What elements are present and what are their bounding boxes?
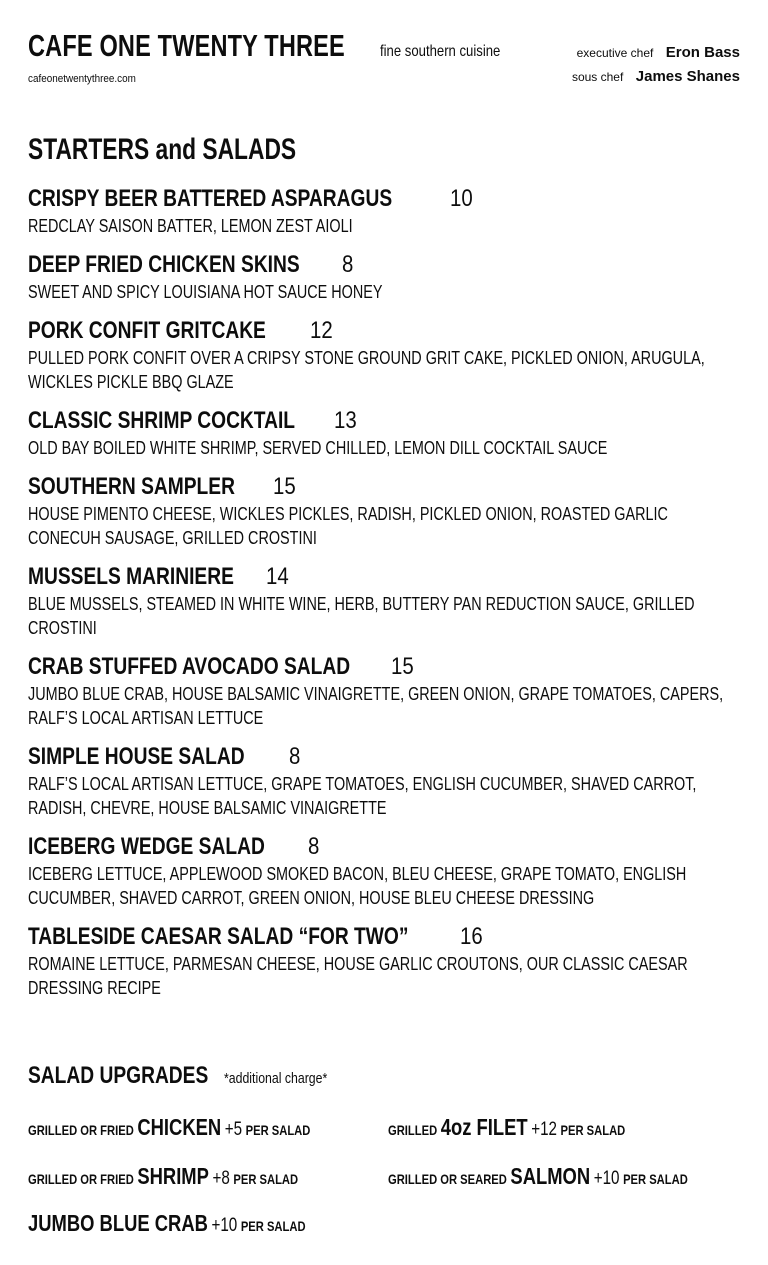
item-name: SOUTHERN SAMPLER <box>28 473 235 500</box>
menu-item <box>28 742 748 820</box>
executive-chef-name: Eron Bass <box>665 44 740 61</box>
menu-item <box>28 922 748 1000</box>
upgrade-suffix: PER SALAD <box>240 1218 306 1234</box>
menu-item <box>28 406 748 460</box>
menu-item <box>28 316 748 394</box>
item-description: SWEET AND SPICY LOUISIANA HOT SAUCE HONEY <box>28 282 383 302</box>
item-price: 15 <box>391 653 414 680</box>
restaurant-name: CAFE ONE TWENTY THREE <box>28 28 345 63</box>
section-title: STARTERS and SALADS <box>28 133 297 166</box>
item-price: 15 <box>273 473 296 500</box>
upgrade-suffix: PER SALAD <box>233 1171 299 1187</box>
item-price: 10 <box>449 185 473 212</box>
upgrade-price: +5 <box>224 1119 243 1140</box>
upgrade-name: SHRIMP <box>137 1163 209 1189</box>
item-price: 13 <box>334 407 357 434</box>
item-price: 8 <box>308 833 320 860</box>
upgrade-price: +10 <box>593 1168 620 1189</box>
upgrade-prefix: GRILLED OR FRIED <box>28 1171 134 1187</box>
upgrade-suffix: PER SALAD <box>623 1171 688 1187</box>
item-price: 8 <box>342 251 354 278</box>
upgrade-price: +8 <box>212 1168 230 1189</box>
upgrade-name: CHICKEN <box>137 1114 222 1140</box>
upgrades-note: *additional charge* <box>223 1070 328 1087</box>
item-price: 16 <box>460 923 483 950</box>
item-description: ICEBERG LETTUCE, APPLEWOOD SMOKED BACON, BLEU CHEESE, GRAPE TOMATO, ENGLISH CUCUMBER, SHAVED CARROT, GREEN ONION, HOUSE BLEU CHEESE DRESSING <box>28 864 687 908</box>
website-link[interactable]: cafeonetwentythree.com <box>28 73 136 85</box>
upgrade-suffix: PER SALAD <box>245 1122 311 1138</box>
upgrade-name: 4oz FILET <box>440 1114 528 1140</box>
chef-credits <box>572 42 740 90</box>
item-description: JUMBO BLUE CRAB, HOUSE BALSAMIC VINAIGRETTE, GREEN ONION, GRAPE TOMATOES, CAPERS, RALF’S LOCAL ARTISAN LETTUCE <box>28 684 724 728</box>
item-description: REDCLAY SAISON BATTER, LEMON ZEST AIOLI <box>28 216 353 236</box>
menu-item <box>28 562 748 640</box>
item-name: CLASSIC SHRIMP COCKTAIL <box>28 407 296 434</box>
upgrade-suffix: PER SALAD <box>560 1122 626 1138</box>
menu-item <box>28 652 748 730</box>
item-description: HOUSE PIMENTO CHEESE, WICKLES PICKLES, RADISH, PICKLED ONION, ROASTED GARLIC CONECUH SAUSAGE, GRILLED CROSTINI <box>28 504 668 548</box>
item-name: DEEP FRIED CHICKEN SKINS <box>28 251 300 278</box>
upgrade-price: +12 <box>531 1119 557 1140</box>
item-name: CRAB STUFFED AVOCADO SALAD <box>28 653 351 680</box>
item-description: RALF’S LOCAL ARTISAN LETTUCE, GRAPE TOMATOES, ENGLISH CUCUMBER, SHAVED CARROT, RADISH, CHEVRE, HOUSE BALSAMIC VINAIGRETTE <box>28 774 697 818</box>
upgrades-title <box>28 1062 350 1090</box>
sous-chef-label: sous chef <box>571 70 624 84</box>
item-name: TABLESIDE CAESAR SALAD “FOR TWO” <box>28 923 409 950</box>
menu-items <box>28 184 748 1012</box>
item-price: 8 <box>289 743 301 770</box>
upgrade-prefix: GRILLED OR SEARED <box>388 1171 507 1187</box>
upgrade-prefix: GRILLED OR FRIED <box>28 1122 134 1138</box>
upgrade-name: JUMBO BLUE CRAB <box>28 1210 208 1236</box>
upgrade-option <box>388 1112 685 1142</box>
menu-item <box>28 832 748 910</box>
upgrade-option <box>28 1112 381 1142</box>
item-price: 14 <box>265 563 289 590</box>
item-name: PORK CONFIT GRITCAKE <box>28 317 266 344</box>
upgrade-prefix: GRILLED <box>388 1122 438 1138</box>
upgrade-option <box>28 1161 366 1191</box>
menu-header <box>28 28 740 92</box>
item-description: ROMAINE LETTUCE, PARMESAN CHEESE, HOUSE GARLIC CROUTONS, OUR CLASSIC CAESAR DRESSING RECIPE <box>28 954 688 998</box>
upgrade-option <box>388 1161 763 1191</box>
item-name: MUSSELS MARINIERE <box>28 563 234 590</box>
tagline: fine southern cuisine <box>380 43 501 60</box>
menu-item <box>28 250 748 304</box>
sous-chef-row <box>572 66 740 90</box>
upgrade-price: +10 <box>211 1215 238 1236</box>
item-name: CRISPY BEER BATTERED ASPARAGUS <box>28 185 393 212</box>
item-description: OLD BAY BOILED WHITE SHRIMP, SERVED CHILLED, LEMON DILL COCKTAIL SAUCE <box>28 438 608 458</box>
menu-item <box>28 184 748 238</box>
upgrade-name: SALMON <box>510 1163 591 1189</box>
item-name: ICEBERG WEDGE SALAD <box>28 833 265 860</box>
item-description: PULLED PORK CONFIT OVER A CRIPSY STONE GROUND GRIT CAKE, PICKLED ONION, ARUGULA, WICKLES PICKLE BBQ GLAZE <box>28 348 705 392</box>
item-name: SIMPLE HOUSE SALAD <box>28 743 245 770</box>
executive-chef-label: executive chef <box>576 46 654 60</box>
menu-item <box>28 472 748 550</box>
upgrade-option <box>28 1208 375 1238</box>
item-price: 12 <box>309 317 333 344</box>
item-description: BLUE MUSSELS, STEAMED IN WHITE WINE, HERB, BUTTERY PAN REDUCTION SAUCE, GRILLED CROSTINI <box>28 594 695 638</box>
executive-chef-row <box>572 42 740 66</box>
upgrades-heading: SALAD UPGRADES <box>28 1062 209 1089</box>
sous-chef-name: James Shanes <box>635 68 740 85</box>
salad-upgrades <box>28 1062 748 1252</box>
